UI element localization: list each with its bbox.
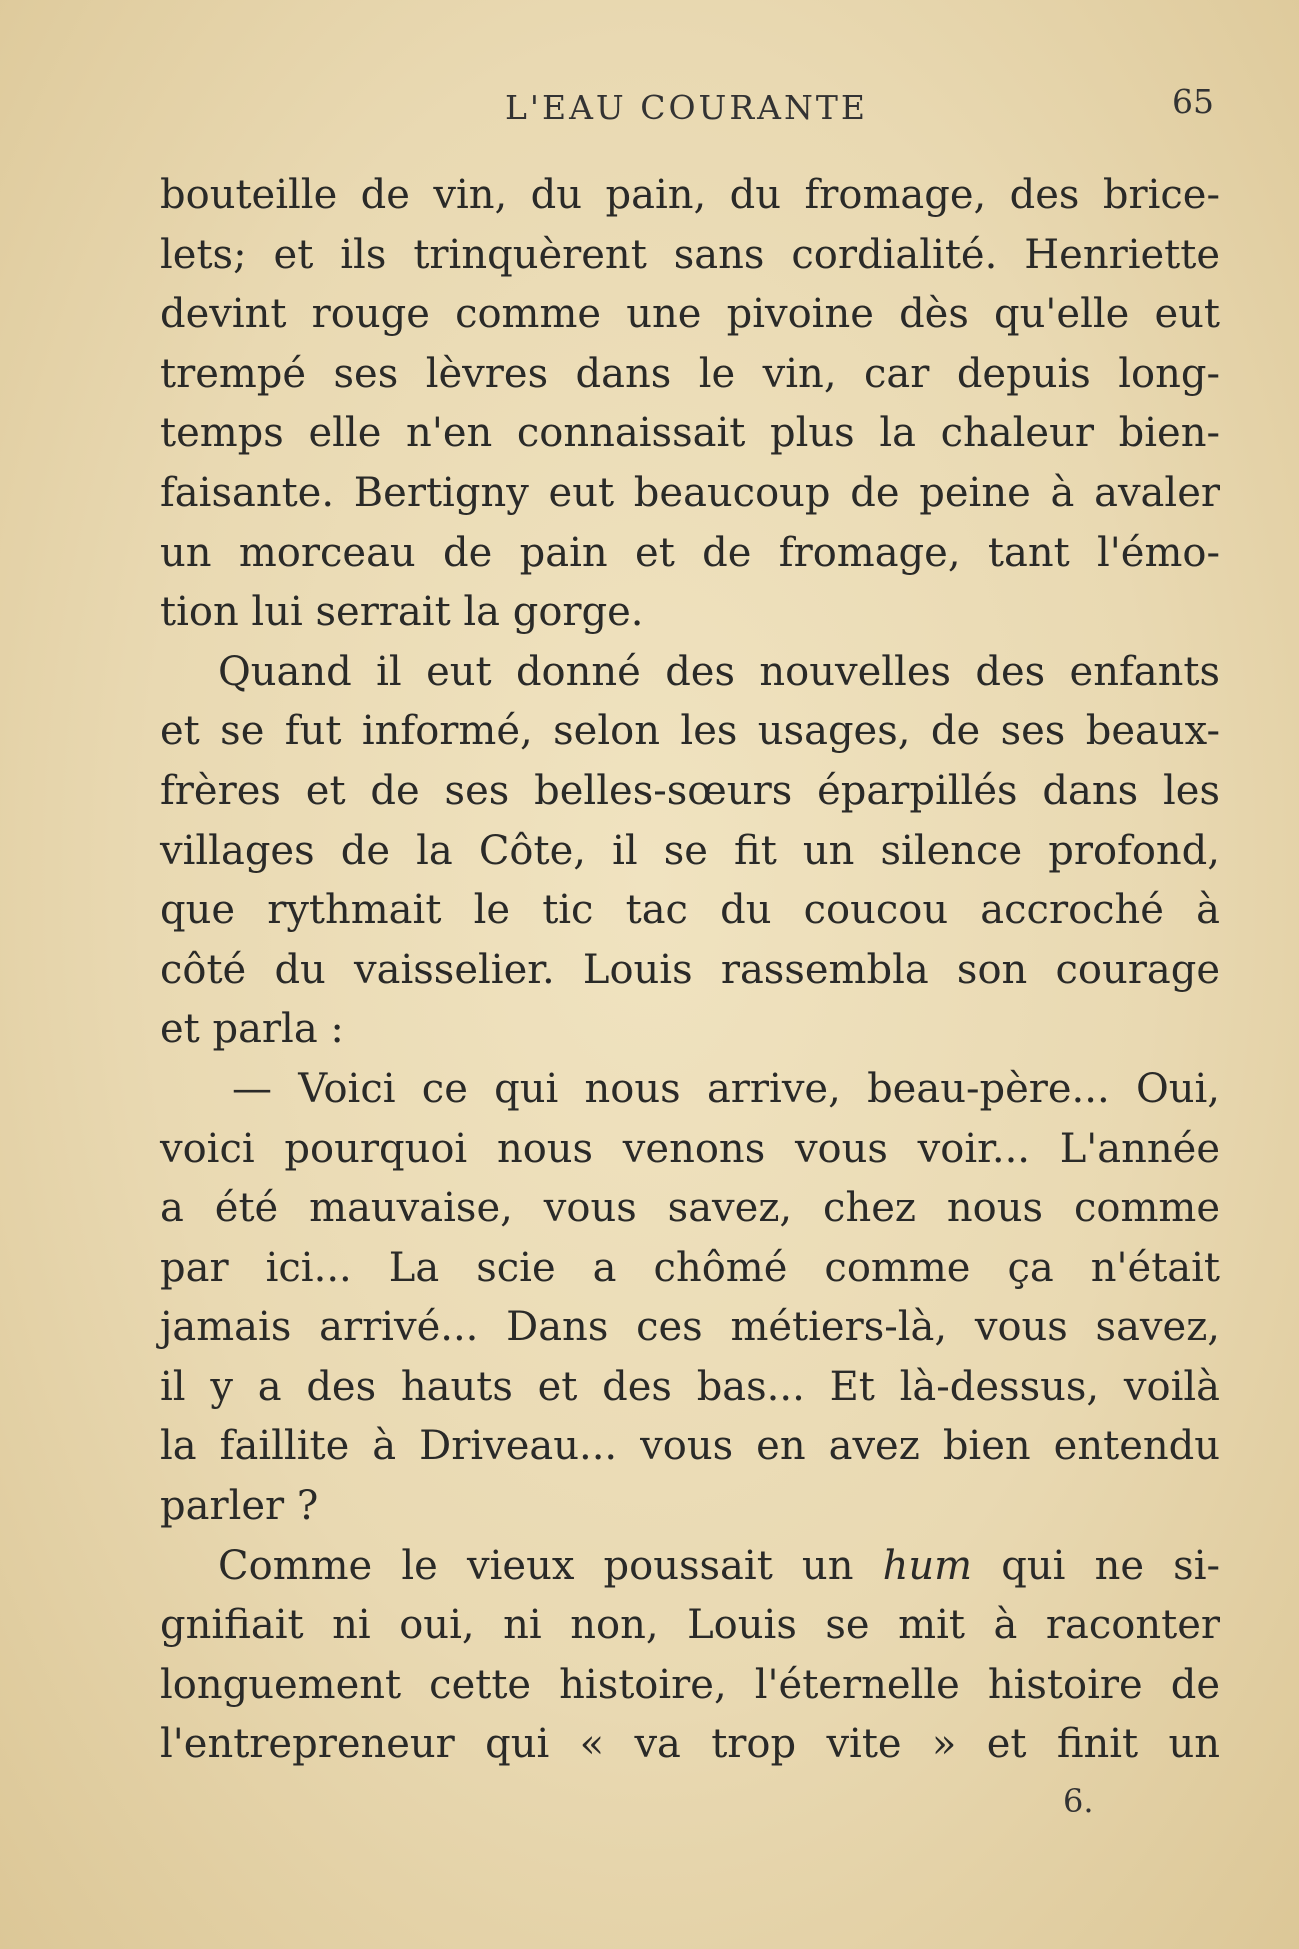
text-line: voici pourquoi nous venons vous voir... L'année — [160, 1125, 1220, 1172]
italic-word: hum — [882, 1542, 973, 1589]
text-line: trempé ses lèvres dans le vin, car depuis long- — [160, 350, 1220, 397]
body-text — [160, 166, 1220, 1775]
text-line: côté du vaisselier. Louis rassembla son courage — [160, 946, 1220, 993]
text-line: la faillite à Driveau... vous en avez bien entendu — [160, 1423, 1220, 1470]
text-line: bouteille de vin, du pain, du fromage, des brice- — [160, 172, 1220, 218]
page-header — [160, 82, 1220, 132]
text-line: — Voici ce qui nous arrive, beau-père... Oui, — [232, 1065, 1220, 1112]
text-line: et se fut informé, selon les usages, de ses beaux- — [160, 708, 1220, 755]
text-line: et parla : — [160, 1006, 344, 1053]
text-line: un morceau de pain et de fromage, tant l'émo- — [160, 529, 1220, 576]
running-title: L'EAU COURANTE — [505, 88, 868, 127]
text-line: parler ? — [160, 1483, 319, 1530]
text-line: devint rouge comme une pivoine dès qu'elle eut — [160, 291, 1220, 338]
text-line: faisante. Bertigny eut beaucoup de peine à avaler — [160, 469, 1220, 516]
text-line: Quand il eut donné des nouvelles des enfants — [218, 648, 1220, 695]
text-line: gnifiait ni oui, ni non, Louis se mit à raconter — [160, 1602, 1220, 1649]
text-line: frères et de ses belles-sœurs éparpillés dans les — [160, 767, 1220, 814]
text-line: lets; et ils trinquèrent sans cordialité. Henriette — [160, 231, 1220, 278]
text-line: jamais arrivé... Dans ces métiers-là, vous savez, — [160, 1304, 1220, 1351]
text-line: que rythmait le tic tac du coucou accroché à — [160, 887, 1220, 934]
text-line: a été mauvaise, vous savez, chez nous comme — [160, 1185, 1220, 1232]
text-line: par ici... La scie a chômé comme ça n'était — [160, 1244, 1220, 1291]
page-number: 65 — [1172, 82, 1214, 121]
signature-mark: 6. — [1063, 1782, 1094, 1820]
text-line: villages de la Côte, il se fit un silence profond, — [160, 827, 1220, 874]
text-line: tion lui serrait la gorge. — [160, 589, 644, 636]
text-fragment: qui ne si- — [1001, 1542, 1221, 1589]
text-line: longuement cette histoire, l'éternelle histoire de — [160, 1661, 1220, 1708]
text-line: il y a des hauts et des bas... Et là-dessus, voilà — [160, 1363, 1220, 1410]
text-fragment: Comme le vieux poussait un — [218, 1542, 854, 1589]
text-line-with-italic — [160, 1537, 1220, 1597]
text-line: l'entrepreneur qui « va trop vite » et finit un — [160, 1721, 1220, 1768]
text-line: temps elle n'en connaissait plus la chaleur bien- — [160, 410, 1220, 457]
